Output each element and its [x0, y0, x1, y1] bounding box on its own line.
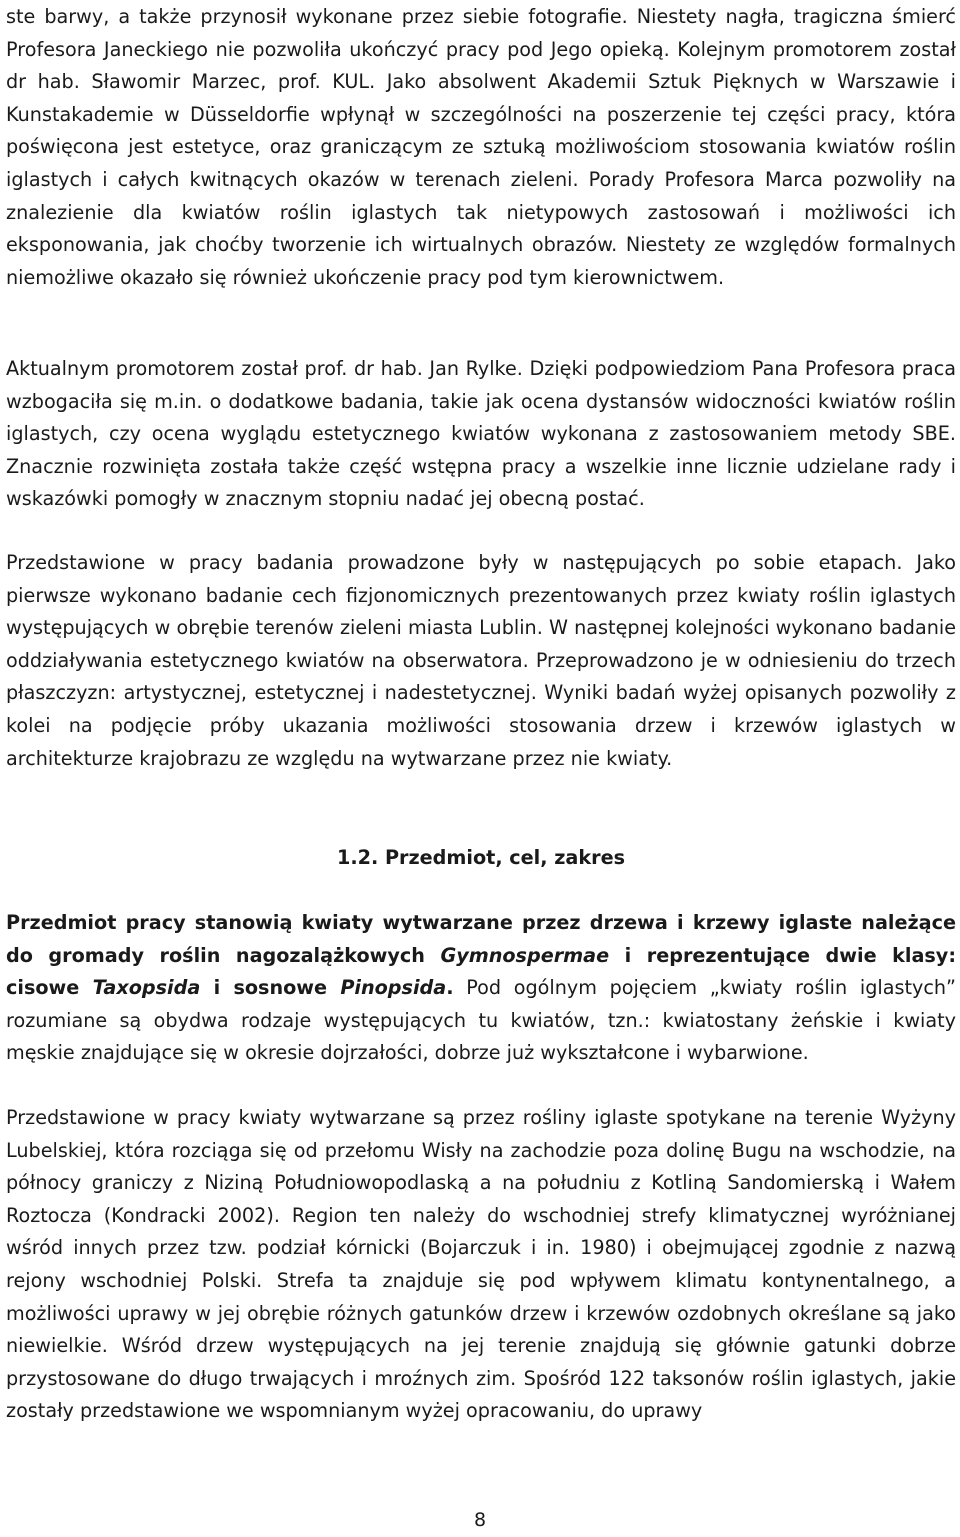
bold-lead-text: i reprezentujące dwie klasy: cisowe [6, 943, 956, 1000]
taxon-name: Gymnospermae [440, 943, 610, 967]
body-paragraph: Przedstawione w pracy badania prowadzone były w następujących po sobie etapach. Jako pierwsze wykonano badanie cech fizjonomicznych prezentowanych przez kwiaty roślin iglastych występujących w obrębie terenów zieleni miasta Lublin. W następnej kolejności wykonano badanie oddziaływania estetycznego kwiatów na obserwatora. Przeprowadzono je w odniesieniu do trzech płaszczyzn: artystycznej, estetycznej i nadestetycznej. Wyniki badań wyżej opisanych pozwoliły z kolei na podjęcie próby ukazania możliwości stosowania drzew i krzewów iglastych w architekturze krajobrazu ze względu na wytwarzane przez nie kwiaty. [6, 551, 956, 770]
taxon-name: Taxopsida [92, 976, 201, 1000]
section-heading: 1.2. Przedmiot, cel, zakres [337, 846, 625, 869]
subject-paragraph [6, 907, 956, 1070]
paragraph-text: Pod ogólnym pojęciem „kwiaty roślin iglastych” rozumiane są obydwa rodzaje występujących tu kwiatów, tzn.: kwiatostany żeńskie i kwiaty męskie znajdujące się w okresie dojrzałości, dobrze już wykształcone i wybarwione. [6, 976, 956, 1065]
body-paragraph: ste barwy, a także przynosił wykonane przez siebie fotografie. Niestety nagła, tragiczna śmierć Profesora Janeckiego nie pozwoliła ukończyć pracy pod Jego opieką. Kolejnym promotorem został dr hab. Sławomir Marzec, prof. KUL. Jako absolwent Akademii Sztuk Pięknych w Warszawie i Kunstakademie w Düsseldorfie wpłynął w szczególności na poszerzenie tej części pracy, która poświęcona jest estetyce, oraz graniczącym ze sztuką możliwościom stosowania kwiatów roślin iglastych i całych kwitnących okazów w terenach zieleni. Porady Profesora Marca pozwoliły na znalezienie dla kwiatów roślin iglastych tak nietypowych zastosowań i możliwości ich eksponowania, jak choćby tworzenie ich wirtualnych obrazów. Niestety ze względów formalnych niemożliwe okazało się również ukończenie pracy pod tym kierownictwem. [6, 5, 956, 289]
bold-lead-text: i sosnowe [200, 976, 341, 1000]
taxon-name: Pinopsida [340, 976, 447, 1000]
body-paragraph: Aktualnym promotorem został prof. dr hab. Jan Rylke. Dzięki podpowiedziom Pana Profesora praca wzbogaciła się m.in. o dodatkowe badania, takie jak ocena dystansów widoczności kwiatów roślin iglastych, czy ocena wyglądu estetycznego kwiatów wykonana z zastosowaniem metody SBE. Znacznie rozwinięta została także część wstępna pracy a wszelkie inne licznie udzielane rady i wskazówki pomogły w znacznym stopniu nadać jej obecną postać. [6, 357, 956, 511]
bold-lead-text: . [446, 976, 454, 1000]
body-paragraph: Przedstawione w pracy kwiaty wytwarzane są przez rośliny iglaste spotykane na terenie Wyżyny Lubelskiej, która rozciąga się od przełomu Wisły na zachodzie poza dolinę Bugu na wschodzie, na północy graniczy z Niziną Południowopodlaską a na południu z Kotliną Sandomierską i Wałem Roztocza (Kondracki 2002). Region ten należy do wschodniej strefy klimatycznej wyróżnianej wśród innych przez tzw. podział kórnicki (Bojarczuk i in. 1980) i obejmującej zgodnie z nazwą rejony wschodniej Polski. Strefa ta znajduje się pod wpływem klimatu kontynentalnego, a możliwości uprawy w jej obrębie różnych gatunków drzew i krzewów ozdobnych określane są jako niewielkie. Wśród drzew występujących na jej terenie znajdują się głównie gatunki dobrze przystosowane do długo trwających i mroźnych zim. Spośród 122 taksonów roślin iglastych, jakie zostały przedstawione we wspomnianym wyżej opracowaniu, do uprawy [6, 1106, 956, 1423]
bold-lead-text: Przedmiot pracy stanowią kwiaty wytwarzane przez drzewa i krzewy iglaste należące do gromady roślin nagozalążkowych [6, 911, 956, 967]
page-number: 8 [473, 1509, 487, 1531]
